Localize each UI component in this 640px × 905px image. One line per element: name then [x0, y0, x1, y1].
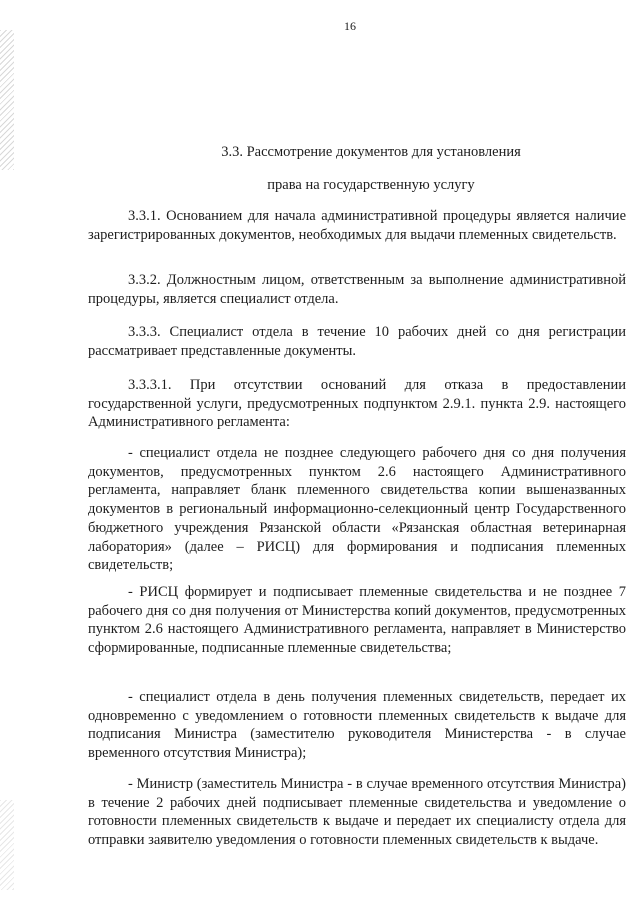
paragraph-3-3-1: 3.3.1. Основанием для начала административной процедуры является наличие зарегистрированных документов, необходимых для выдачи племенных свидетельств.	[88, 208, 626, 243]
paragraph-list-item-3: - специалист отдела в день получения племенных свидетельств, передает их одновременно с уведомлением о готовности племенных свидетельств к выдаче для подписания Министра (заместителю руководителя Министерства - в случае временного отсутствия Министра);	[88, 689, 626, 762]
section-title-line-2: права на государственную услугу	[267, 177, 475, 193]
paragraph-3-3-3: 3.3.3. Специалист отдела в течение 10 рабочих дней со дня регистрации рассматривает представленные документы.	[88, 324, 626, 359]
section-title-line-1: 3.3. Рассмотрение документов для установления	[221, 144, 521, 160]
paragraph-3-3-3-1: 3.3.3.1. При отсутствии оснований для отказа в предоставлении государственной услуги, предусмотренных подпунктом 2.9.1. пункта 2.9. настоящего Административного регламента:	[88, 377, 626, 431]
page-number: 16	[344, 19, 356, 33]
paragraph-list-item-2: - РИСЦ формирует и подписывает племенные свидетельства и не позднее 7 рабочего дня со дня получения от Министерства копий документов, предусмотренных пунктом 2.6 настоящего Административного регламента, направляет в Министерство сформированные, подписанные племенные свидетельства;	[88, 584, 626, 657]
paragraph-list-item-1: - специалист отдела не позднее следующего рабочего дня со дня получения документов, предусмотренных пунктом 2.6 настоящего Административного регламента, направляет бланк племенного свидетельства копии вышеназванных документов в региональный информационно-селекционный центр Государственного бюджетного учреждения Рязанской области «Рязанская областная ветеринарная лаборатория» (далее – РИСЦ) для формирования и подписания племенных свидетельств;	[88, 445, 626, 574]
scan-edge-shadow-bottom	[0, 800, 14, 890]
paragraph-list-item-4: - Министр (заместитель Министра - в случае временного отсутствия Министра) в течение 2 рабочих дней подписывает племенные свидетельства и уведомление о готовности племенных свидетельств к выдаче и передает их специалисту отдела для отправки заявителю уведомления о готовности племенных свидетельств к выдаче.	[88, 776, 626, 849]
paragraph-3-3-2: 3.3.2. Должностным лицом, ответственным за выполнение административной процедуры, является специалист отдела.	[88, 272, 626, 307]
